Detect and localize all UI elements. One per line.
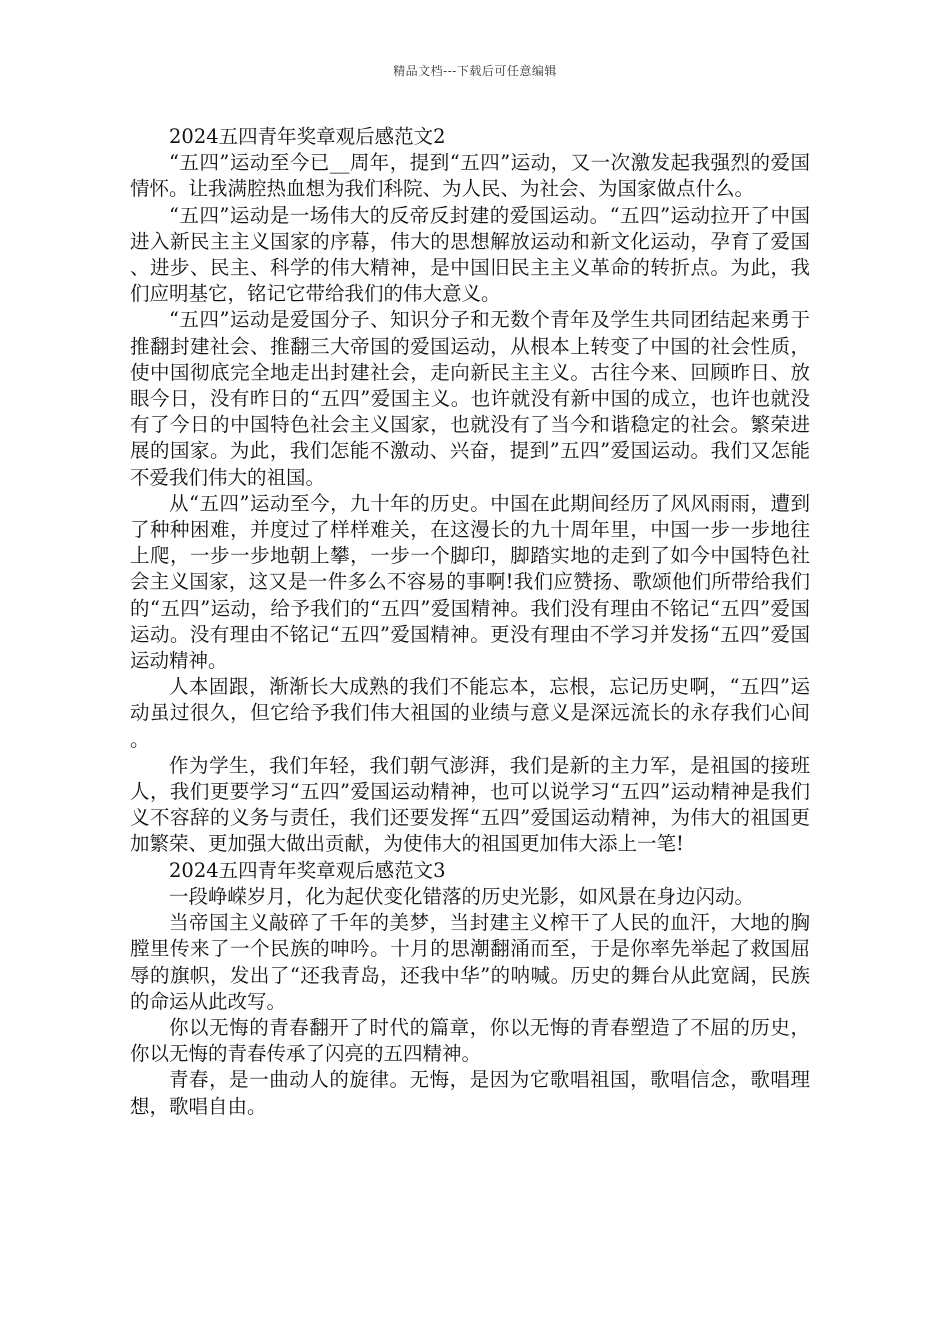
page-header: 精品文档---下载后可任意编辑 (393, 64, 557, 78)
paragraph: 作为学生，我们年轻，我们朝气澎湃，我们是新的主力军，是祖国的接班人，我们更要学习“五四”爱国运动精神，也可以说学习“五四”运动精神是我们义不容辞的义务与责任，我们还要发挥“五四”爱国运动精神，为伟大的祖国更加繁荣、更加强大做出贡献，为使伟大的祖国更加伟大添上一笔! (130, 753, 810, 856)
paragraph: 青春，是一曲动人的旋律。无悔，是因为它歌唱祖国，歌唱信念，歌唱理想，歌唱自由。 (130, 1068, 810, 1118)
section-heading-3: 2024五四青年奖章观后感范文3 (169, 858, 446, 882)
paragraph: “五四”运动是爱国分子、知识分子和无数个青年及学生共同团结起来勇于推翻封建社会、推翻三大帝国的爱国运动，从根本上转变了中国的社会性质，使中国彻底完全地走出封建社会，走向新民主主义。古往今来、回顾昨日、放眼今日，没有昨日的“五四”爱国主义。也许就没有新中国的成立，也许也就没有了今日的中国特色社会主义国家，也就没有了当今和谐稳定的社会。繁荣进展的国家。为此，我们怎能不激动、兴奋，提到”五四”爱国运动。我们又怎能不爱我们伟大的祖国。 (130, 308, 810, 489)
paragraph: 当帝国主义敲碎了千年的美梦，当封建主义榨干了人民的血汗，大地的胸膛里传来了一个民族的呻吟。十月的思潮翻涌而至，于是你率先举起了救国屈辱的旗帜，发出了“还我青岛，还我中华”的呐喊。历史的舞台从此宽阔，民族的命运从此改写。 (130, 911, 810, 1013)
paragraph: 人本固跟，渐渐长大成熟的我们不能忘本，忘根，忘记历史啊，“五四”运动虽过很久，但它给予我们伟大祖国的业绩与意义是深远流长的永存我们心间。 (130, 675, 810, 751)
paragraph: “五四”运动是一场伟大的反帝反封建的爱国运动。“五四”运动拉开了中国进入新民主主义国家的序幕，伟大的思想解放运动和新文化运动，孕育了爱国、进步、民主、科学的伟大精神，是中国旧民主主义革命的转折点。为此，我们应明基它，铭记它带给我们的伟大意义。 (130, 203, 810, 306)
paragraph: “五四”运动至今已__周年，提到“五四”运动，又一次激发起我强烈的爱国情怀。让我满腔热血想为我们科院、为人民、为社会、为国家做点什么。 (130, 151, 810, 201)
document-body (130, 124, 810, 1120)
paragraph: 从“五四”运动至今，九十年的历史。中国在此期间经历了风风雨雨，遭到了种种困难，并度过了样样难关，在这漫长的九十周年里，中国一步一步地往上爬，一步一步地朝上攀，一步一个脚印，脚踏实地的走到了如今中国特色社会主义国家，这又是一件多么不容易的事啊!我们应赞扬、歌颂他们所带给我们的“五四”运动，给予我们的“五四”爱国精神。我们没有理由不铭记“五四”爱国运动。没有理由不铭记“五四”爱国精神。更没有理由不学习并发扬“五四”爱国运动精神。 (130, 491, 810, 673)
paragraph: 一段峥嵘岁月，化为起伏变化错落的历史光影，如风景在身边闪动。 (169, 884, 755, 908)
section-heading-2: 2024五四青年奖章观后感范文2 (169, 125, 446, 148)
paragraph: 你以无悔的青春翻开了时代的篇章，你以无悔的青春塑造了不屈的历史，你以无悔的青春传承了闪亮的五四精神。 (130, 1015, 810, 1066)
